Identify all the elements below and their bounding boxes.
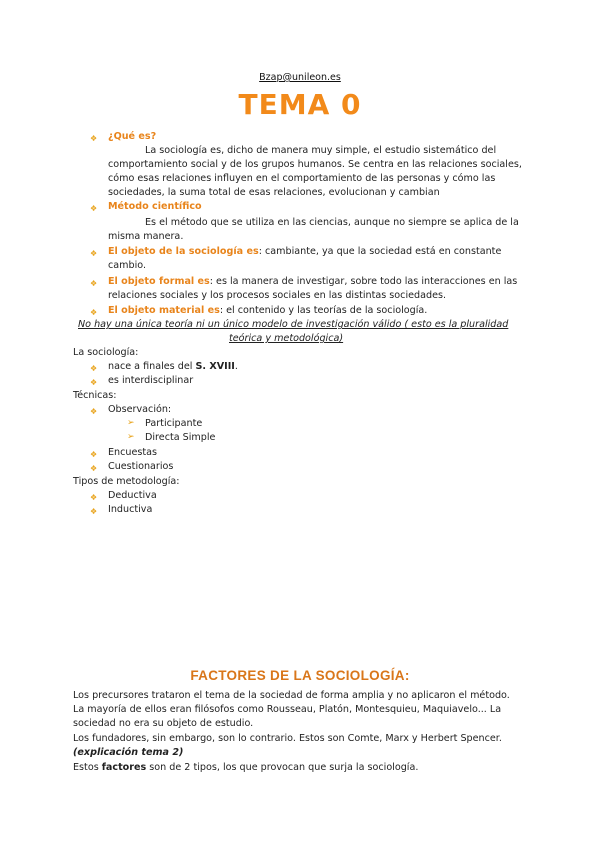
factores-paragraph: Los fundadores, sin embargo, son lo contrario. Estos son Comte, Marx y Herbert Spencer. [73,733,502,744]
que-es-line: cómo esas relaciones influyen en el comportamiento de las personas y cómo las [108,173,496,184]
author-email[interactable]: Bzap@unileon.es [259,72,341,83]
metodo-line: Es el método que se utiliza en las ciencias, aunque no siempre se aplica de la [145,217,519,228]
factores-text: son de 2 tipos, los que provocan que surja la sociología. [146,762,419,773]
factores-text: Estos [73,762,102,773]
que-es-line: comportamiento social y de los grupos humanos. Se centra en las relaciones sociales, [108,159,522,170]
sociologia-item: es interdisciplinar [108,375,194,386]
tipos-item: Inductiva [108,504,153,515]
factores-paragraph: sociedad no era su objeto de estudio. [73,718,254,729]
tecnicas-subitem: Participante [145,418,203,429]
diamond-bullet-icon: ❖ [90,204,98,213]
objeto-formal-label: El objeto formal es [108,276,210,287]
objeto-formal-line [108,275,517,289]
que-es-line: sociedades, la suma total de esas relaciones, evolucionan y cambian [108,187,440,198]
diamond-bullet-icon: ❖ [90,407,98,416]
que-es-line: La sociología es, dicho de manera muy simple, el estudio sistemático del [145,145,497,156]
tecnicas-heading: Técnicas: [73,390,117,401]
sociologia-item [108,360,238,374]
tecnicas-item: Observación: [108,404,172,415]
diamond-bullet-icon: ❖ [90,493,98,502]
objeto-formal-line-2: relaciones sociales y los procesos sociales en las distintas sociedades. [108,290,447,301]
tipos-heading: Tipos de metodología: [73,476,180,487]
diamond-bullet-icon: ❖ [90,378,98,387]
factores-note: (explicación tema 2) [73,747,184,758]
factores-paragraph: Los precursores trataron el tema de la sociedad de forma amplia y no aplicaron el método. [73,690,510,701]
factores-paragraph [73,761,418,775]
metodo-label: Método científico [108,201,202,212]
page-title: TEMA 0 [238,88,362,121]
tecnicas-item: Encuestas [108,447,158,458]
tecnicas-subitem: Directa Simple [145,432,216,443]
factores-paragraph: La mayoría de ellos eran filósofos como Rousseau, Platón, Montesquieu, Maquiavelo... La [73,704,502,715]
metodo-line: misma manera. [108,231,184,242]
objeto-material-label: El objeto material es [108,305,220,316]
note-line: teórica y metodológica) [229,333,344,344]
diamond-bullet-icon: ❖ [90,507,98,516]
sociologia-item-bold: S. XVIII [195,361,235,372]
diamond-bullet-icon: ❖ [90,308,98,317]
objeto-formal-text: : es la manera de investigar, sobre todo las interacciones en las [209,276,518,287]
tipos-item: Deductiva [108,490,157,501]
arrow-bullet-icon: ➢ [127,418,135,428]
objeto-line [108,245,501,259]
factores-bold: factores [101,762,147,773]
objeto-text: : cambiante, ya que la sociedad está en constante [258,246,502,257]
diamond-bullet-icon: ❖ [90,450,98,459]
objeto-line-2: cambio. [108,260,147,271]
sociologia-heading: La sociología: [73,347,139,358]
objeto-material-line [108,304,427,318]
objeto-label: El objeto de la sociología es [108,246,259,257]
diamond-bullet-icon: ❖ [90,464,98,473]
note-line: No hay una única teoría ni un único modelo de investigación válido ( esto es la pluralidad [78,319,509,330]
diamond-bullet-icon: ❖ [90,279,98,288]
diamond-bullet-icon: ❖ [90,249,98,258]
tecnicas-item: Cuestionarios [108,461,174,472]
sociologia-item-text: nace a finales del [108,361,196,372]
diamond-bullet-icon: ❖ [90,134,98,143]
section-title: FACTORES DE LA SOCIOLOGÍA: [190,668,410,683]
sociologia-item-suffix: . [234,361,238,372]
objeto-material-text: : el contenido y las teorías de la sociología. [219,305,428,316]
que-es-label: ¿Qué es? [108,131,157,142]
arrow-bullet-icon: ➢ [127,432,135,442]
diamond-bullet-icon: ❖ [90,364,98,373]
